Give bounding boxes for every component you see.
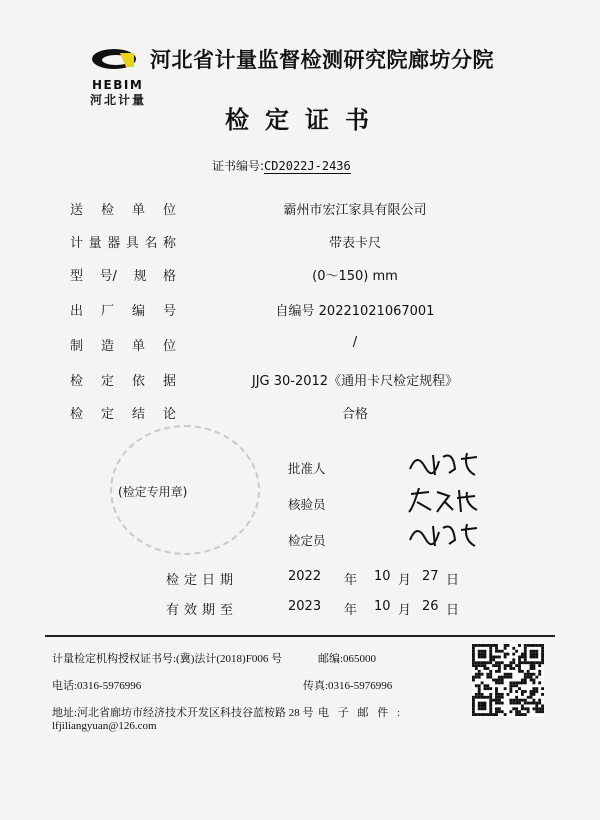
label-char: 依 (131, 374, 145, 389)
label-char: 结 (131, 407, 145, 422)
qr-code[interactable] (472, 643, 544, 717)
inspector-signature (405, 518, 485, 550)
label-char: 造 (100, 339, 114, 354)
verifier-label: 核验员 (288, 497, 326, 512)
field-row (70, 335, 490, 355)
month-char: 月 (398, 603, 412, 618)
field-value: 自编号 20221021067001 (275, 304, 435, 319)
field-label (70, 403, 176, 422)
valid-month: 10 (374, 599, 391, 614)
label-char: 制 (70, 339, 84, 354)
postcode: 邮编:065000 (318, 653, 377, 665)
field-label (70, 232, 176, 251)
label-char: 器 (107, 236, 121, 251)
inspection-year: 2022 (288, 569, 322, 584)
label-char: 厂 (100, 304, 114, 319)
label-char: 据 (162, 374, 176, 389)
inspection-month: 10 (374, 569, 391, 584)
address: 地址:河北省廊坊市经济技术开发区科技谷蓝桉路 28 号 (52, 707, 314, 719)
phone: 电话:0316-5976996 (52, 680, 142, 692)
field-value: 带表卡尺 (328, 236, 381, 251)
year-char: 年 (344, 603, 358, 618)
document-title: 检定证书 (225, 106, 385, 134)
label-char: 格 (162, 269, 176, 284)
field-value: JJG 30-2012《通用卡尺检定规程》 (251, 374, 459, 389)
field-value: 合格 (341, 407, 368, 422)
inspector-label: 检定员 (288, 533, 326, 548)
field-value: / (352, 335, 358, 350)
organization-name: 河北省计量监督检测研究院廊坊分院 (150, 48, 494, 72)
logo-text-cn: 河北计量 (90, 93, 147, 107)
label-char: 型 (70, 269, 84, 284)
label-char: 出 (70, 304, 84, 319)
label-char: 论 (162, 407, 176, 422)
field-row (70, 232, 490, 252)
month-char: 月 (398, 573, 412, 588)
day-char: 日 (446, 573, 460, 588)
field-label (70, 265, 176, 284)
label-char: 号 (162, 304, 176, 319)
label-char: 规 (133, 269, 147, 284)
label-char: 号/ (99, 269, 117, 284)
label-char: 定 (100, 407, 114, 422)
field-label (70, 335, 176, 354)
field-value: 霸州市宏江家具有限公司 (283, 203, 427, 218)
certificate-number (212, 157, 351, 174)
label-char: 称 (162, 236, 176, 251)
field-value: (0～150) mm (312, 269, 398, 284)
verifier-signature (405, 484, 485, 516)
day-char: 日 (446, 603, 460, 618)
label-char: 单 (131, 339, 145, 354)
field-row (70, 370, 490, 390)
valid-year: 2023 (288, 599, 322, 614)
approver-signature (405, 447, 485, 479)
label-char: 检 (100, 203, 114, 218)
year-char: 年 (344, 573, 358, 588)
label-char: 检 (70, 374, 84, 389)
field-row (70, 403, 490, 423)
label-char: 位 (162, 203, 176, 218)
label-char: 具 (125, 236, 139, 251)
fax: 传真:0316-5976996 (303, 680, 393, 692)
label-char: 量 (88, 236, 102, 251)
logo-text-en: HEBIM (92, 78, 144, 92)
field-label (70, 370, 176, 389)
field-row (70, 300, 490, 320)
label-char: 检 (70, 407, 84, 422)
cert-no-label: 证书编号: (212, 159, 265, 173)
label-char: 名 (144, 236, 158, 251)
inspection-date-label: 检定日期 (166, 573, 239, 588)
label-char: 编 (131, 304, 145, 319)
label-char: 定 (100, 374, 114, 389)
field-label (70, 300, 176, 319)
valid-until-label: 有效期至 (166, 603, 239, 618)
authorization-number: 计量检定机构授权证书号:(冀)法计(2018)F006 号 (52, 653, 283, 665)
label-char: 位 (162, 339, 176, 354)
label-char: 单 (131, 203, 145, 218)
valid-day: 26 (422, 599, 439, 614)
email-label: 电 子 邮 件 : (318, 707, 404, 719)
approver-label: 批准人 (288, 461, 326, 476)
label-char: 送 (70, 203, 84, 218)
cert-no-value: CD2022J-2436 (264, 159, 351, 173)
label-char: 计 (70, 236, 84, 251)
field-label (70, 199, 176, 218)
divider (45, 635, 555, 637)
inspection-day: 27 (422, 569, 439, 584)
field-row (70, 199, 490, 219)
field-row (70, 265, 490, 285)
stamp-text: (检定专用章) (118, 485, 188, 499)
email: lfjiliangyuan@126.com (52, 720, 157, 732)
